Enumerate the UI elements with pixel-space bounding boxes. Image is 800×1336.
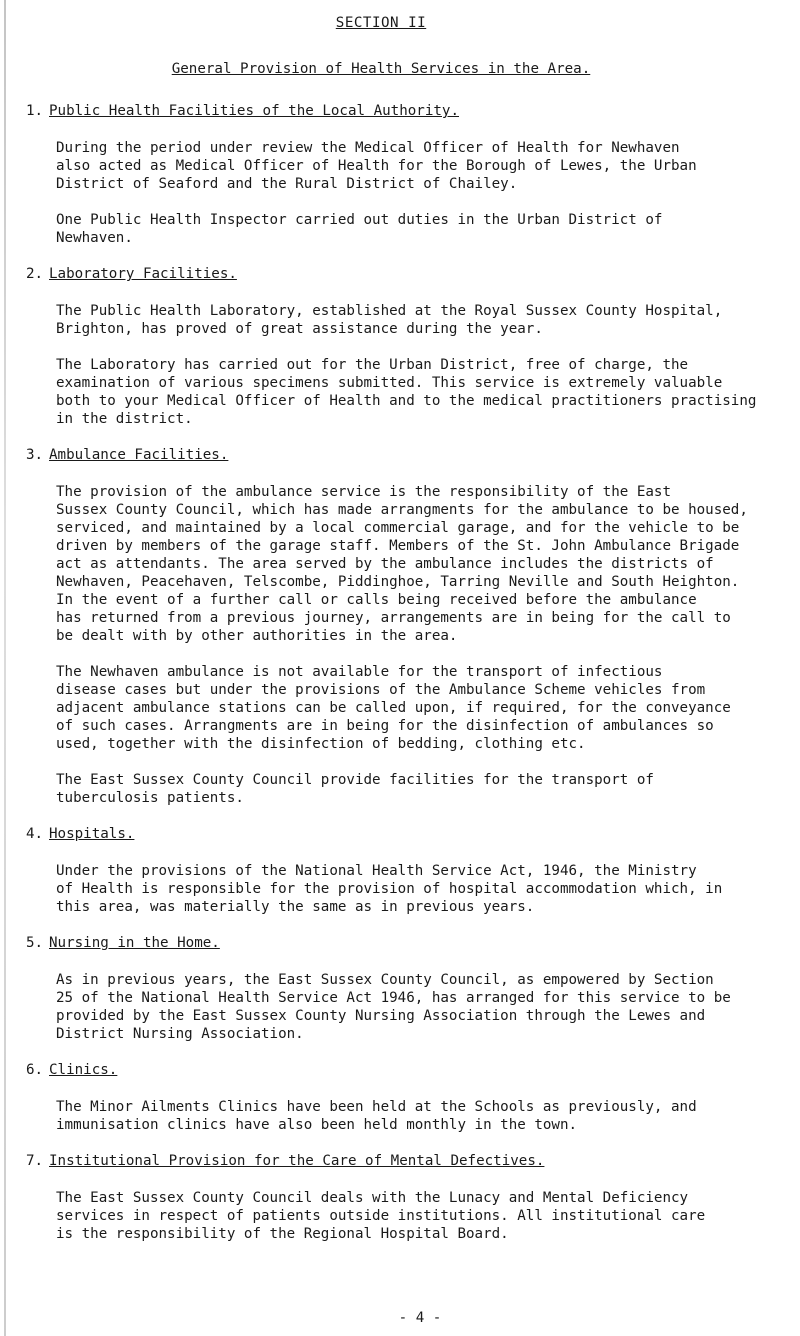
section-number: 6. — [26, 1062, 44, 1078]
paragraph-line: The provision of the ambulance service is the responsibility of the East — [56, 484, 671, 500]
paragraph-line: The Newhaven ambulance is not available for the transport of infectious — [56, 664, 663, 680]
paragraph-line: tuberculosis patients. — [56, 790, 244, 806]
section-number: 7. — [26, 1153, 44, 1169]
paragraph — [26, 971, 796, 1043]
paragraph-line: driven by members of the garage staff. Members of the St. John Ambulance Brigade — [56, 538, 740, 554]
section-heading-text: Laboratory Facilities. — [49, 266, 237, 282]
general-title: General Provision of Health Services in the Area. — [171, 61, 591, 77]
paragraph-line: provided by the East Sussex County Nursing Association through the Lewes and — [56, 1008, 706, 1024]
section-heading — [26, 102, 796, 120]
section-number: 3. — [26, 447, 44, 463]
section-number: 1. — [26, 103, 44, 119]
paragraph — [26, 139, 796, 193]
paragraph — [26, 663, 796, 753]
paragraph — [26, 771, 796, 807]
paragraph-line: District Nursing Association. — [56, 1026, 304, 1042]
paragraph-line: adjacent ambulance stations can be called upon, if required, for the conveyance — [56, 700, 731, 716]
paragraph-line: both to your Medical Officer of Health and to the medical practitioners practising — [56, 393, 757, 409]
section-title: SECTION II — [335, 15, 427, 31]
sections-container — [26, 102, 796, 1243]
page-number: - 4 - — [398, 1310, 442, 1326]
paragraph-line: In the event of a further call or calls being received before the ambulance — [56, 592, 697, 608]
paragraph-line: also acted as Medical Officer of Health for the Borough of Lewes, the Urban — [56, 158, 697, 174]
section-heading — [26, 1152, 796, 1170]
section-heading — [26, 1061, 796, 1079]
section-heading-text: Clinics. — [49, 1062, 118, 1078]
paragraph-line: District of Seaford and the Rural District of Chailey. — [56, 176, 518, 192]
paragraph-line: The Minor Ailments Clinics have been held at the Schools as previously, and — [56, 1099, 697, 1115]
section-heading-text: Public Health Facilities of the Local Authority. — [49, 103, 459, 119]
paragraph-line: disease cases but under the provisions of the Ambulance Scheme vehicles from — [56, 682, 706, 698]
paragraph-line: One Public Health Inspector carried out duties in the Urban District of — [56, 212, 663, 228]
paragraph — [26, 211, 796, 247]
section-heading-text: Nursing in the Home. — [49, 935, 220, 951]
paragraph — [26, 356, 796, 428]
paragraph-line: be dealt with by other authorities in the area. — [56, 628, 458, 644]
page-edge-shadow — [4, 0, 6, 1336]
paragraph-line: Newhaven. — [56, 230, 133, 246]
section-heading — [26, 934, 796, 952]
document-body — [26, 14, 796, 1261]
paragraph — [26, 1098, 796, 1134]
paragraph-line: During the period under review the Medical Officer of Health for Newhaven — [56, 140, 680, 156]
paragraph-line: The Public Health Laboratory, established at the Royal Sussex County Hospital, — [56, 303, 723, 319]
section-heading — [26, 265, 796, 283]
paragraph-line: The East Sussex County Council deals with the Lunacy and Mental Deficiency — [56, 1190, 689, 1206]
paragraph-line: The Laboratory has carried out for the Urban District, free of charge, the — [56, 357, 689, 373]
paragraph-line: Newhaven, Peacehaven, Telscombe, Piddinghoe, Tarring Neville and South Heighton. — [56, 574, 740, 590]
paragraph — [26, 483, 796, 645]
section-heading-text: Ambulance Facilities. — [49, 447, 229, 463]
paragraph-line: of such cases. Arrangments are in being for the disinfection of ambulances so — [56, 718, 714, 734]
section-heading-text: Hospitals. — [49, 826, 135, 842]
paragraph — [26, 302, 796, 338]
paragraph-line: used, together with the disinfection of bedding, clothing etc. — [56, 736, 586, 752]
paragraph — [26, 862, 796, 916]
paragraph-line: act as attendants. The area served by the ambulance includes the districts of — [56, 556, 714, 572]
paragraph-line: of Health is responsible for the provision of hospital accommodation which, in — [56, 881, 723, 897]
section-number: 2. — [26, 266, 44, 282]
paragraph-line: examination of various specimens submitted. This service is extremely valuable — [56, 375, 723, 391]
paragraph-line: in the district. — [56, 411, 193, 427]
paragraph-line: Under the provisions of the National Health Service Act, 1946, the Ministry — [56, 863, 697, 879]
section-heading — [26, 446, 796, 464]
paragraph-line: Sussex County Council, which has made arrangments for the ambulance to be housed, — [56, 502, 748, 518]
paragraph-line: has returned from a previous journey, arrangements are in being for the call to — [56, 610, 731, 626]
paragraph-line: Brighton, has proved of great assistance during the year. — [56, 321, 543, 337]
section-number: 4. — [26, 826, 44, 842]
paragraph-line: serviced, and maintained by a local commercial garage, and for the vehicle to be — [56, 520, 740, 536]
paragraph-line: this area, was materially the same as in previous years. — [56, 899, 535, 915]
paragraph-line: As in previous years, the East Sussex County Council, as empowered by Section — [56, 972, 714, 988]
section-heading-text: Institutional Provision for the Care of Mental Defectives. — [49, 1153, 545, 1169]
paragraph — [26, 1189, 796, 1243]
section-number: 5. — [26, 935, 44, 951]
section-heading — [26, 825, 796, 843]
paragraph-line: is the responsibility of the Regional Hospital Board. — [56, 1226, 509, 1242]
paragraph-line: immunisation clinics have also been held monthly in the town. — [56, 1117, 578, 1133]
paragraph-line: The East Sussex County Council provide facilities for the transport of — [56, 772, 654, 788]
paragraph-line: services in respect of patients outside institutions. All institutional care — [56, 1208, 706, 1224]
paragraph-line: 25 of the National Health Service Act 1946, has arranged for this service to be — [56, 990, 731, 1006]
